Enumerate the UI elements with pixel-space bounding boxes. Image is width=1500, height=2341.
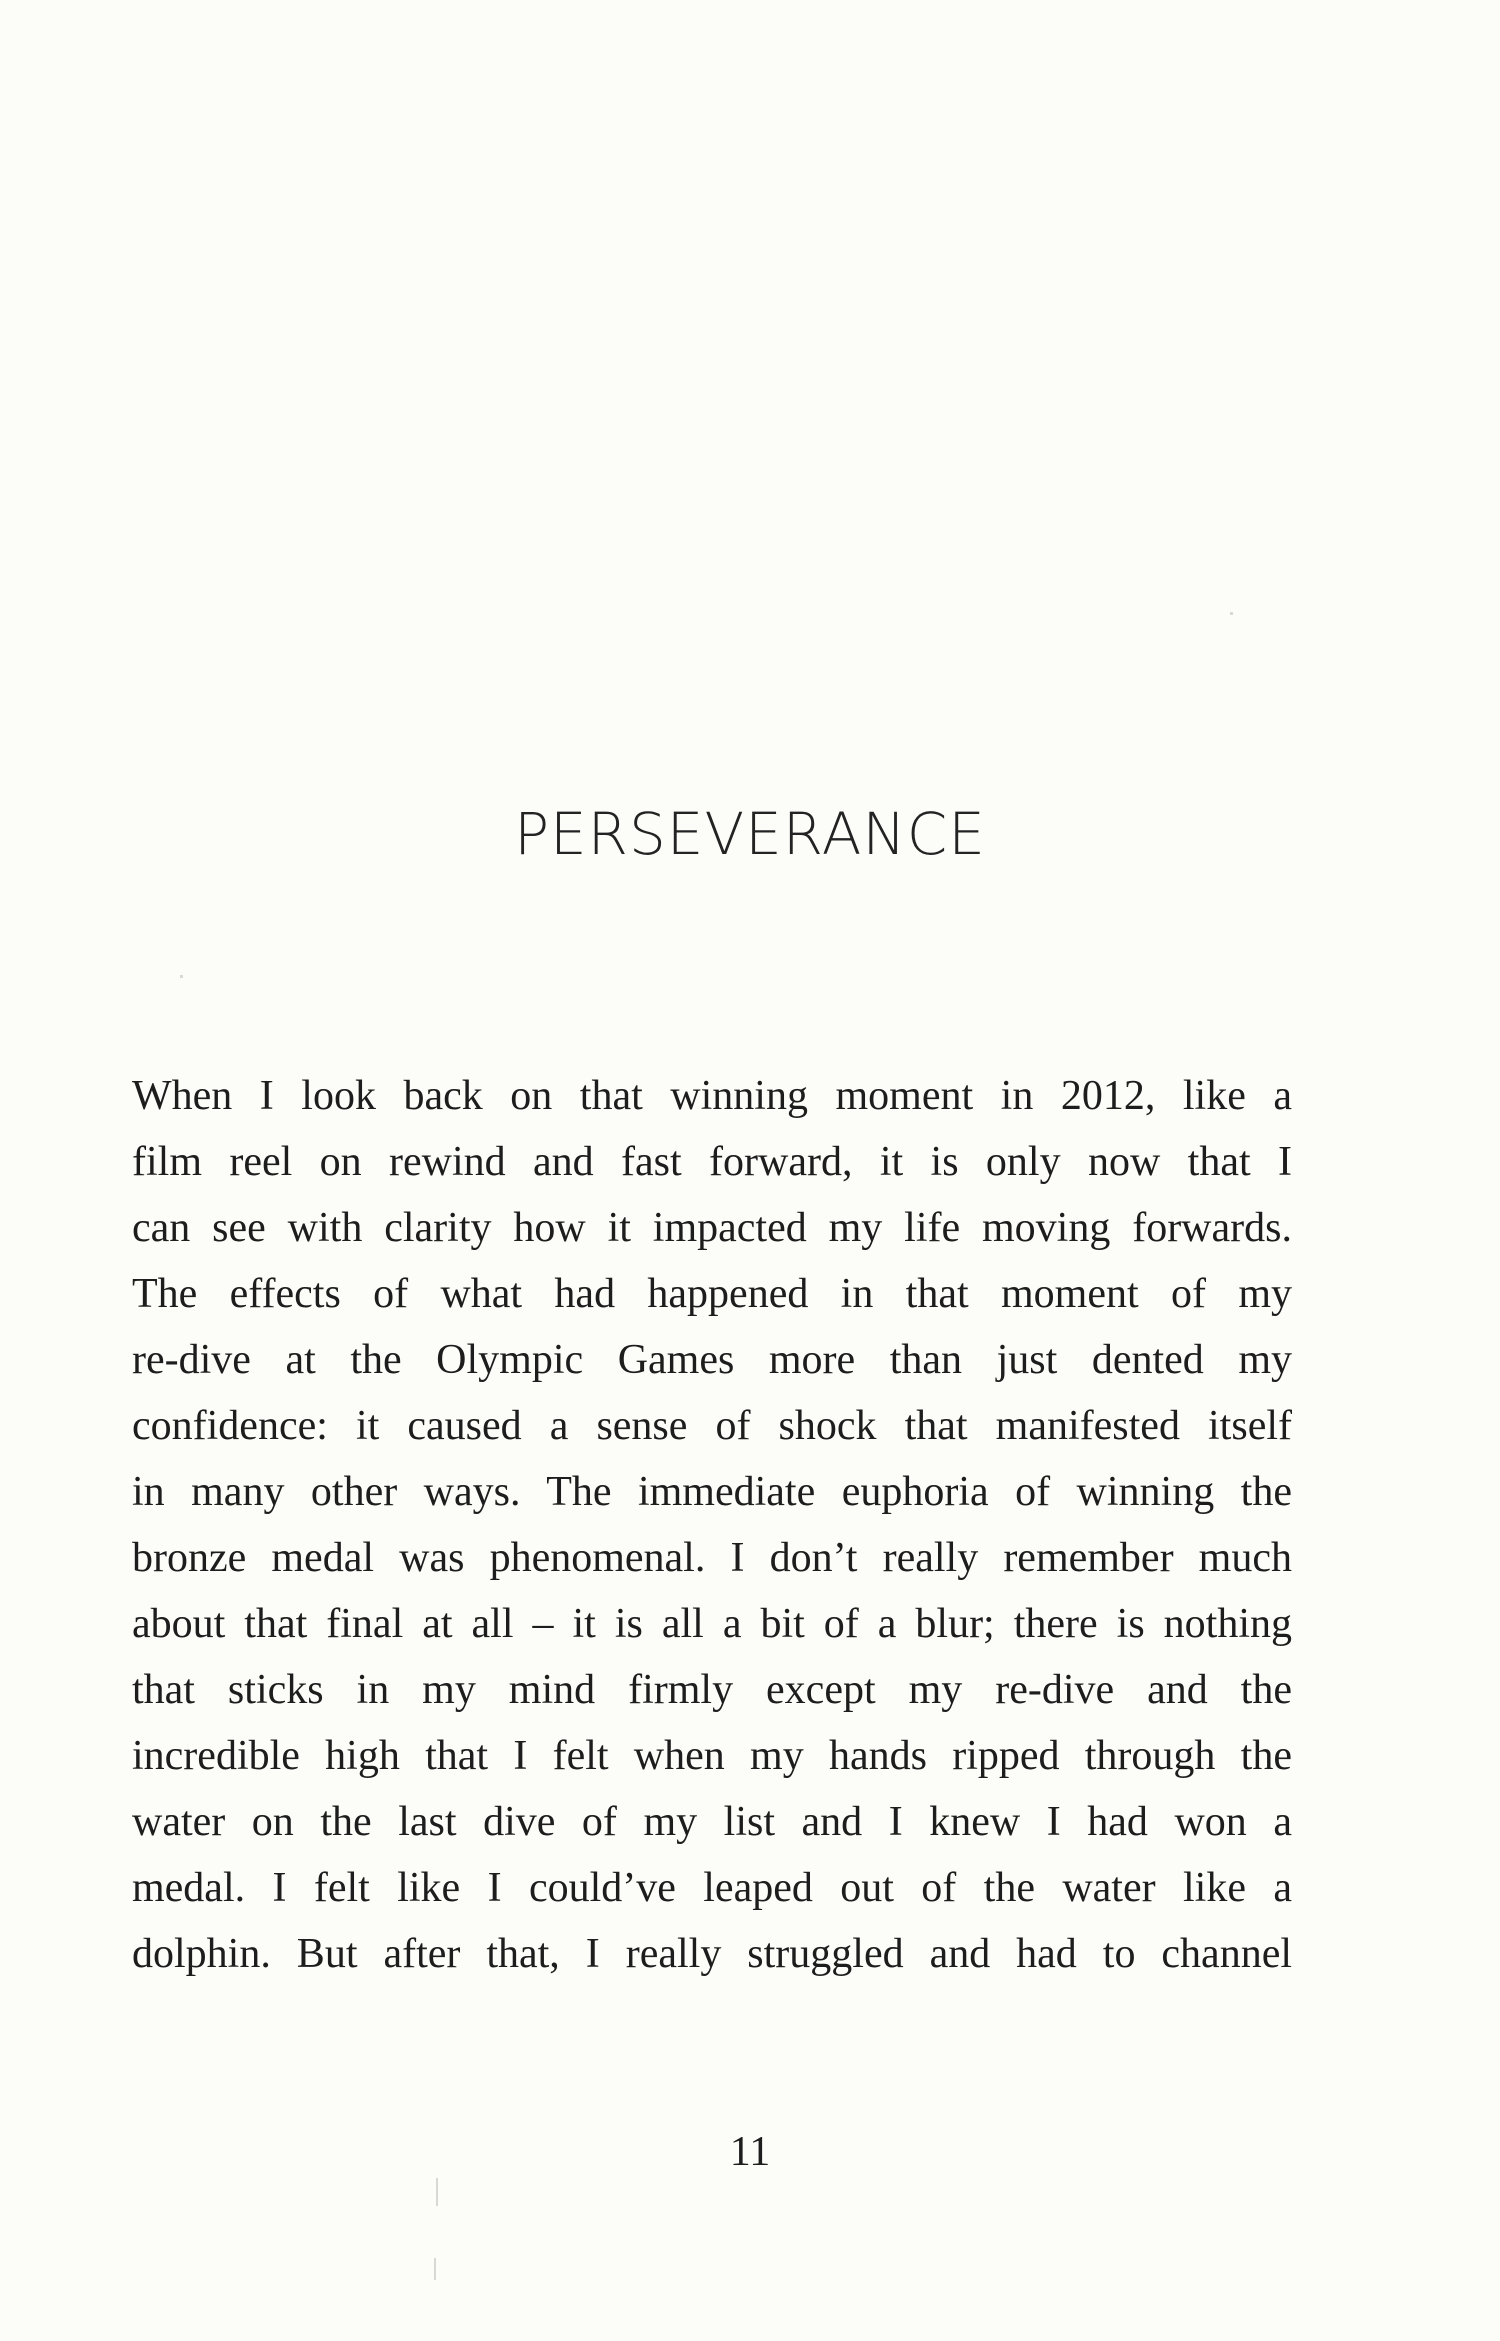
scan-speck — [434, 2258, 436, 2280]
text-line: water on the last dive of my list and I knew I had won a — [132, 1799, 1292, 1845]
text-line: When I look back on that winning moment in 2012, like a — [132, 1073, 1292, 1119]
text-line: re-dive at the Olympic Games more than just dented my — [132, 1337, 1292, 1383]
text-line: bronze medal was phenomenal. I don’t really remember much — [132, 1535, 1292, 1581]
text-line: that sticks in my mind firmly except my re-dive and the — [132, 1667, 1292, 1713]
text-line: film reel on rewind and fast forward, it is only now that I — [132, 1139, 1292, 1185]
text-line: incredible high that I felt when my hands ripped through the — [132, 1733, 1292, 1779]
body-paragraph — [132, 1063, 1292, 1987]
text-line: confidence: it caused a sense of shock that manifested itself — [132, 1403, 1292, 1449]
page-number: 11 — [729, 2129, 771, 2175]
text-line: can see with clarity how it impacted my life moving forwards. — [132, 1205, 1292, 1251]
text-line: about that final at all – it is all a bit of a blur; there is nothing — [132, 1601, 1292, 1647]
chapter-title: PERSEVERANCE — [514, 800, 986, 868]
scan-speck — [180, 975, 183, 978]
scan-speck — [1230, 612, 1233, 615]
text-line: medal. I felt like I could’ve leaped out of the water like a — [132, 1865, 1292, 1911]
text-line: in many other ways. The immediate euphoria of winning the — [132, 1469, 1292, 1515]
scan-speck — [436, 2178, 438, 2206]
text-line: dolphin. But after that, I really struggled and had to channel — [132, 1931, 1292, 1977]
text-line: The effects of what had happened in that moment of my — [132, 1271, 1292, 1317]
